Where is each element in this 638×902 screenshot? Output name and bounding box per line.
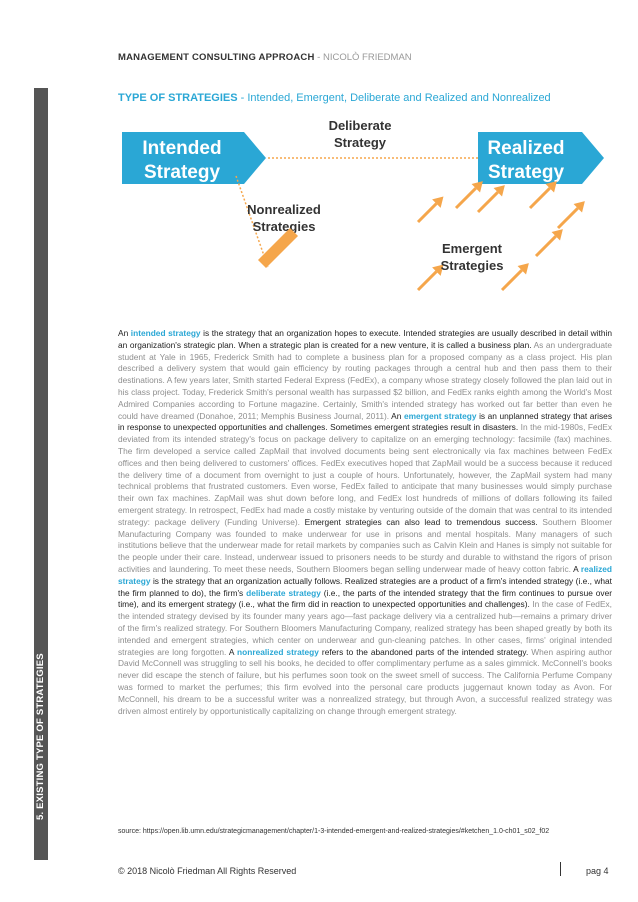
emergent-arrow [532,225,567,260]
header-title: MANAGEMENT CONSULTING APPROACH [118,52,315,63]
footer-copyright: © 2018 Nicolò Friedman All Rights Reserved [118,866,297,876]
term-intended-strategy: intended strategy [130,328,201,338]
term-realized-strategy: realized strategy [118,563,612,586]
emergent-arrow [414,192,448,226]
footer-divider [560,862,561,876]
section-title [118,92,551,104]
document-header [118,52,412,63]
deliberate-label-line1: Deliberate [328,118,392,133]
text-run: is the strategy that an organization hopes to execute. Intended strategies are usually described in detail within an organization's strategic plan. When a strategic plan is created for a new venture, it is called a business plan. [118,328,612,350]
term-nonrealized-strategy: nonrealized strategy [237,646,319,657]
text-run-muted: When aspiring author David McConnell was struggling to sell his books, he decided to offer complimentary perfume as a sales gimmick. McConnell's books never did escape the stench of failure, but his perfumes soon took on the sweet smell of success. The California Perfume Company was formed to market the perfumes; this firm evolved into the personal care products juggernaut known today as Avon. For McConnell, his dream to be a successful writer was a nonrealized strategy, but through Avon, a successful realized strategy was driven almost entirely by opportunistically capitalizing on change through emergent strategy. [118,646,613,716]
sidebar-label: 5. EXISTING TYPE OF STRATEGIES [35,653,46,820]
intended-label-line2: Strategy [143,162,221,183]
text-run: is an unplanned strategy that arises in response to unexpected opportunities and challenges. Sometimes emergent strategies result in disasters. [118,410,612,433]
emergent-label-line2: Strategies [440,258,504,273]
realized-label-line2: Strategy [487,162,565,183]
text-run: Emergent strategies can also lead to tremendous success. [299,516,538,527]
strategy-diagram [118,112,612,304]
emergent-arrows [414,177,589,294]
header-author: - NICOLÒ FRIEDMAN [314,52,412,63]
text-run: (i.e., the parts of the intended strategy that the firm continues to pursue over time), and its emergent strategy (i.e., what the firm did in reaction to unexpected opportunities and challenges). [118,587,612,610]
emergent-label-line1: Emergent [442,241,502,256]
body-text [118,328,612,717]
nonrealized-label-line1: Nonrealized [247,202,321,217]
realized-label-line1: Realized [487,138,565,159]
text-run-muted: Southern Bloomer Manufacturing Company was founded to make underwear for use in prisons and mental hospitals. Many managers of such institutions believe that the underwear made for retail markets by companies such as Calvin Klein and Hanes is simply not suitable for the people under their care. Instead, underwear issued to prisoners needs to be sturdy and durable to withstand the rigors of prison activities and laundering. To meet these needs, Southern Bloomers began selling underwear made of heavy cotton fabric. [118,516,613,574]
emergent-arrow [554,197,589,232]
text-run: is the strategy that an organization actually follows. Realized strategies are a product of a firm's intended strategy (i.e., what the firm planned to do), the firm's [118,575,612,598]
text-run: A [571,563,581,574]
text-run: A [226,646,238,657]
text-run-muted: In the case of FedEx, the intended strategy devised by its founder many years ago—fast package delivery via a centralized hub—remains a primary driver of the firm's realized strategy. For Southern Bloomers Manufacturing Company, realized strategy has been shaped greatly by both its intended and emergent strategies, which center on underwear and gun-cleaning patches. In other cases, firms' original intended strategies are long forgotten. [118,599,612,657]
text-run: An [118,328,131,338]
term-deliberate-strategy: deliberate strategy [246,587,321,598]
section-title-subtitle: - Intended, Emergent, Deliberate and Realized and Nonrealized [237,92,551,104]
sidebar [34,88,48,860]
term-emergent-strategy: emergent strategy [403,410,477,421]
text-run: An [389,410,404,421]
deliberate-label-line2: Strategy [333,135,387,150]
nonrealized-bar [258,228,298,268]
text-run: refers to the abandoned parts of the intended strategy. [318,646,529,657]
nonrealized-label-line2: Strategies [252,219,316,234]
intended-label-line1: Intended [142,138,222,159]
section-title-main: TYPE OF STRATEGIES [118,92,238,104]
page-number: pag 4 [586,866,609,876]
text-run-muted: As an undergraduate student at Yale in 1965, Frederick Smith had to complete a business plan for a proposed company as a class project. His plan described a delivery system that would gain efficiency by routing packages through a central hub and then pass them to their destinations. A few years later, Smith started Federal Express (FedEx), a company whose strategy closely followed the plan laid out in his class project. Today, Frederick Smith's personal wealth has surpassed $2 billion, and FedEx ranks eighth among the World's Most Admired Companies according to Fortune magazine. Certainly, Smith's intended strategy has worked out far better than even he could have dreamed (Donahoe, 2011; Memphis Business Journal, 2011). [118,339,612,421]
text-run-muted: In the mid-1980s, FedEx deviated from its intended strategy's focus on package delivery to capitalize on an emerging technology: facsimile (fax) machines. The firm developed a service called ZapMail that involved documents being sent electronically via fax machines between FedEx offices and then being delivered to customers' offices. FedEx executives hoped that ZapMail would be a success because it reduced the delivery time of a document from overnight to just a couple of hours. Unfortunately, however, the ZapMail system had many technical problems that frustrated customers. Even worse, FedEx failed to anticipate that many businesses would simply purchase their own fax machines. ZapMail was shut down before long, and FedEx lost hundreds of millions of dollars following its failed emergent strategy. In retrospect, FedEx had made a costly mistake by venturing outside of the domain that was central to its intended strategy: package delivery (Funding Universe). [118,422,612,527]
source-citation: source: https://open.lib.umn.edu/strategicmanagement/chapter/1-3-intended-emergent-and-realized-strategies/#ketchen_1.0-ch01_s02_f02 [118,828,550,835]
